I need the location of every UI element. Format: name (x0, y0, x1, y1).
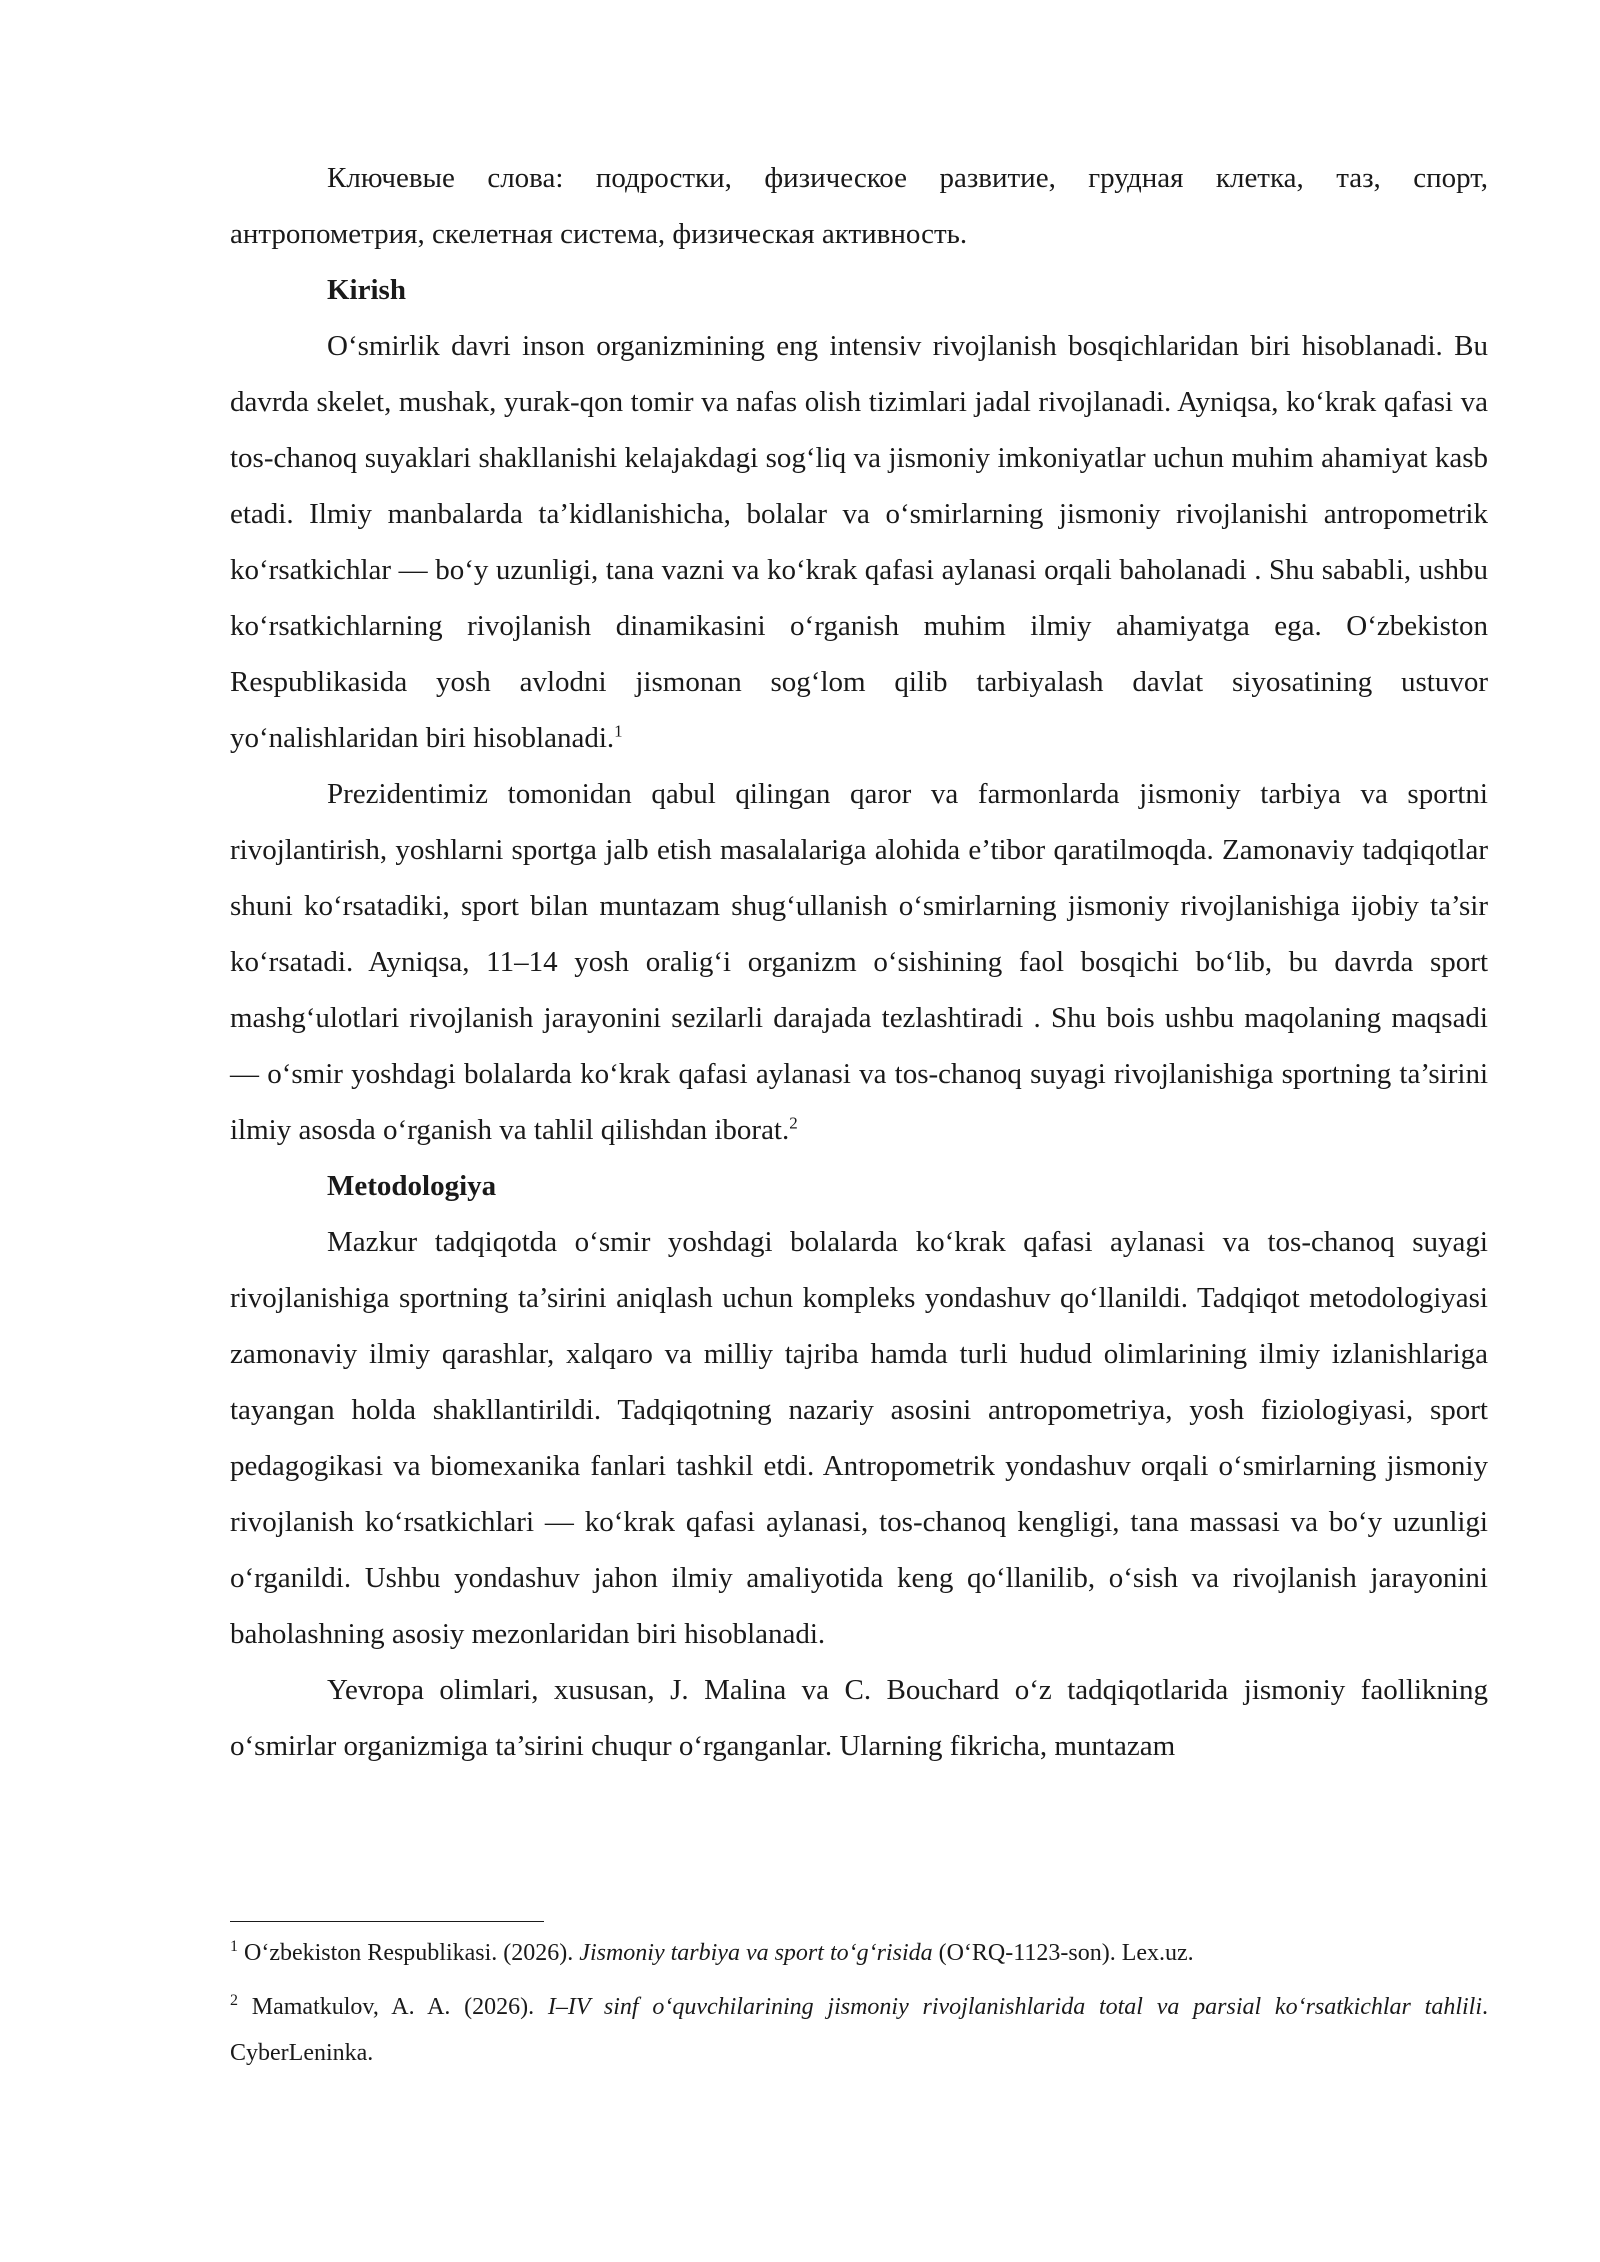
keywords-paragraph: Ключевые слова: подростки, физическое развитие, грудная клетка, таз, спорт, антропометрия, скелетная система, физическая активность. (230, 162, 1488, 250)
methodology-paragraph-2: Yevropa olimlari, xususan, J. Malina va C. Bouchard o‘z tadqiqotlarida jismoniy faollikning o‘smirlar organizmiga ta’sirini chuqur o‘rganganlar. Ularning fikricha, muntazam (230, 1674, 1488, 1762)
section-heading-intro: Kirish (327, 274, 406, 306)
footnote-number: 1 (230, 1938, 238, 1955)
footnote-title: Jismoniy tarbiya va sport to‘g‘risida (579, 1940, 933, 1966)
intro-paragraph-2 (230, 766, 1488, 1158)
footnote-text: Mamatkulov, A. A. (2026). (238, 1994, 548, 2020)
footnote-divider (230, 1921, 544, 1922)
intro-paragraph-1-text: O‘smirlik davri inson organizmining eng intensiv rivojlanish bosqichlaridan biri hisoblanadi. Bu davrda skelet, mushak, yurak-qon tomir va nafas olish tizimlari jadal rivojlanadi. Ayniqsa, ko‘krak qafasi va tos-chanoq suyaklari shakllanishi kelajakdagi sog‘liq va jismoniy imkoniyatlar uchun muhim ahamiyat kasb etadi. Ilmiy manbalarda ta’kidlanishicha, bolalar va o‘smirlarning jismoniy rivojlanishi antropometrik ko‘rsatkichlar — bo‘y uzunligi, tana vazni va ko‘krak qafasi aylanasi orqali baholanadi . Shu sababli, ushbu ko‘rsatkichlarning rivojlanish dinamikasini o‘rganish muhim ilmiy ahamiyatga ega. O‘zbekiston Respublikasida yosh avlodni jismonan sog‘lom qilib tarbiyalash davlat siyosatining ustuvor yo‘nalishlaridan biri hisoblanadi. (230, 330, 1488, 754)
intro-paragraph-2-text: Prezidentimiz tomonidan qabul qilingan qaror va farmonlarda jismoniy tarbiya va sportni rivojlantirish, yoshlarni sportga jalb etish masalalariga alohida e’tibor qaratilmoqda. Zamonaviy tadqiqotlar shuni ko‘rsatadiki, sport bilan muntazam shug‘ullanish o‘smirlarning jismoniy rivojlanishiga ijobiy ta’sir ko‘rsatadi. Ayniqsa, 11–14 yosh oralig‘i organizm o‘sishining faol bosqichi bo‘lib, bu davrda sport mashg‘ulotlari rivojlanish jarayonini sezilarli darajada tezlashtiradi . Shu bois ushbu maqolaning maqsadi — o‘smir yoshdagi bolalarda ko‘krak qafasi aylanasi va tos-chanoq suyagi rivojlanishiga sportning ta’sirini ilmiy asosda o‘rganish va tahlil qilishdan iborat. (230, 778, 1488, 1146)
footnote-1 (230, 1930, 1488, 1976)
footnote-text: (O‘RQ-1123-son). Lex.uz. (932, 1940, 1194, 1966)
footnote-ref-1[interactable]: 1 (614, 721, 623, 741)
footnote-ref-2[interactable]: 2 (789, 1113, 798, 1133)
footnote-2 (230, 1984, 1488, 2076)
footnote-number: 2 (230, 1992, 238, 2009)
footnote-text: O‘zbekiston Respublikasi. (2026). (238, 1940, 580, 1966)
section-heading-methodology: Metodologiya (327, 1170, 497, 1202)
footnotes (230, 1930, 1488, 2084)
intro-paragraph-1 (230, 318, 1488, 766)
document-body (230, 150, 1488, 1774)
methodology-paragraph-1: Mazkur tadqiqotda o‘smir yoshdagi bolalarda ko‘krak qafasi aylanasi va tos-chanoq suyagi rivojlanishiga sportning ta’sirini aniqlash uchun kompleks yondashuv qo‘llanildi. Tadqiqot metodologiyasi zamonaviy ilmiy qarashlar, xalqaro va milliy tajriba hamda turli hudud olimlarining ilmiy izlanishlariga tayangan holda shakllantirildi. Tadqiqotning nazariy asosini antropometriya, yosh fiziologiyasi, sport pedagogikasi va biomexanika fanlari tashkil etdi. Antropometrik yondashuv orqali o‘smirlarning jismoniy rivojlanish ko‘rsatkichlari — ko‘krak qafasi aylanasi, tos-chanoq kengligi, tana massasi va bo‘y uzunligi o‘rganildi. Ushbu yondashuv jahon ilmiy amaliyotida keng qo‘llanilib, o‘sish va rivojlanish jarayonini baholashning asosiy mezonlaridan biri hisoblanadi. (230, 1226, 1488, 1650)
footnote-text: . CyberLeninka. (230, 1994, 1488, 2066)
footnote-title: I–IV sinf o‘quvchilarining jismoniy rivojlanishlarida total va parsial ko‘rsatkichlar tahlili (547, 1994, 1482, 2020)
